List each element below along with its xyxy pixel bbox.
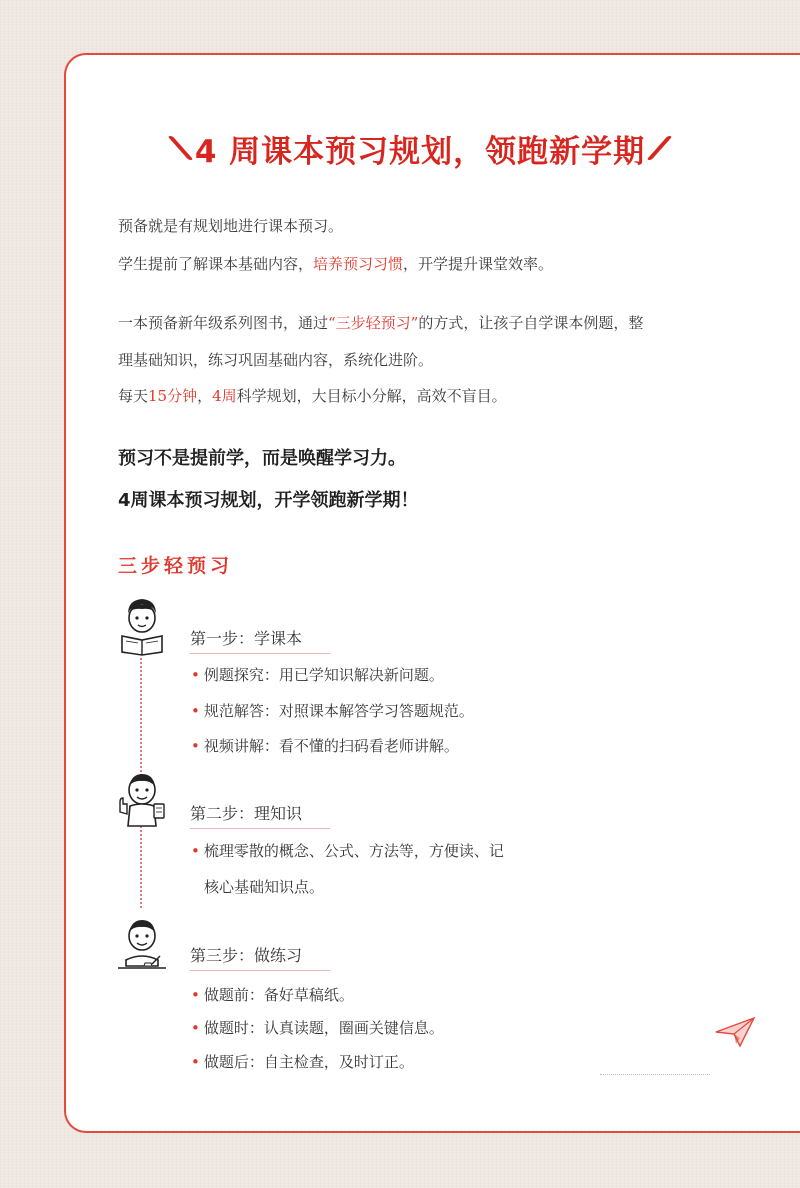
slogan-1: 预习不是提前学，而是唤醒学习力。 <box>118 448 406 469</box>
bullet-dot-icon: • <box>191 1053 200 1071</box>
intro-line-4: 理基础知识，练习巩固基础内容，系统化进阶。 <box>118 351 434 369</box>
step-1-bullet-3: • 视频讲解：看不懂的扫码看老师讲解。 <box>191 737 459 755</box>
thumbs-up-boy-icon <box>114 768 170 830</box>
bullet-dot-icon: • <box>191 842 200 860</box>
reading-boy-icon <box>114 594 170 656</box>
intro-line-1: 预备就是有规划地进行课本预习。 <box>118 217 344 235</box>
highlight-three-steps: “三步轻预习” <box>328 314 419 332</box>
bullet-dot-icon: • <box>191 737 200 755</box>
step-2-underline <box>190 828 330 829</box>
plane-trail <box>600 1074 710 1075</box>
step-3-bullet-2: • 做题时：认真读题，圈画关键信息。 <box>191 1019 444 1037</box>
step-2-heading: 第二步：理知识 <box>190 801 302 824</box>
section-title: 三步轻预习 <box>118 555 234 577</box>
step-3-bullet-1: • 做题前：备好草稿纸。 <box>191 986 354 1004</box>
step-2-bullet-1: • 梳理零散的概念、公式、方法等，方便读、记 <box>191 842 504 860</box>
right-slash-icon <box>647 136 673 160</box>
step-3-underline <box>190 970 330 971</box>
bullet-dot-icon: • <box>191 666 200 684</box>
left-slash-icon <box>167 136 193 160</box>
highlight-4-weeks: 4周 <box>212 387 237 405</box>
bullet-dot-icon: • <box>191 1019 200 1037</box>
page-title: 4 周课本预习规划，领跑新学期 <box>194 133 646 170</box>
bullet-dot-icon: • <box>191 986 200 1004</box>
step-1-underline <box>190 653 330 654</box>
paper-plane-icon <box>714 1014 756 1048</box>
step-2-bullet-1-continuation: 核心基础知识点。 <box>204 878 325 896</box>
intro-line-2: 学生提前了解课本基础内容，培养预习习惯，开学提升课堂效率。 <box>118 255 554 273</box>
content-card <box>64 53 800 1133</box>
step-1-bullet-2: • 规范解答：对照课本解答学习答题规范。 <box>191 702 474 720</box>
writing-boy-icon <box>114 914 170 976</box>
step-1-heading: 第一步：学课本 <box>190 626 302 649</box>
intro-line-5: 每天15分钟，4周科学规划，大目标小分解，高效不盲目。 <box>118 387 507 405</box>
slogan-2: 4周课本预习规划，开学领跑新学期！ <box>118 490 419 511</box>
title-banner <box>140 126 700 170</box>
step-3-heading: 第三步：做练习 <box>190 943 302 966</box>
intro-line-3: 一本预备新年级系列图书，通过“三步轻预习”的方式，让孩子自学课本例题，整 <box>118 314 644 332</box>
step-3-bullet-3: • 做题后：自主检查，及时订正。 <box>191 1053 414 1071</box>
highlight-habit: 培养预习习惯 <box>313 255 404 273</box>
bullet-dot-icon: • <box>191 702 200 720</box>
highlight-15-minutes: 15分钟 <box>148 387 198 405</box>
step-1-bullet-1: • 例题探究：用已学知识解决新问题。 <box>191 666 444 684</box>
